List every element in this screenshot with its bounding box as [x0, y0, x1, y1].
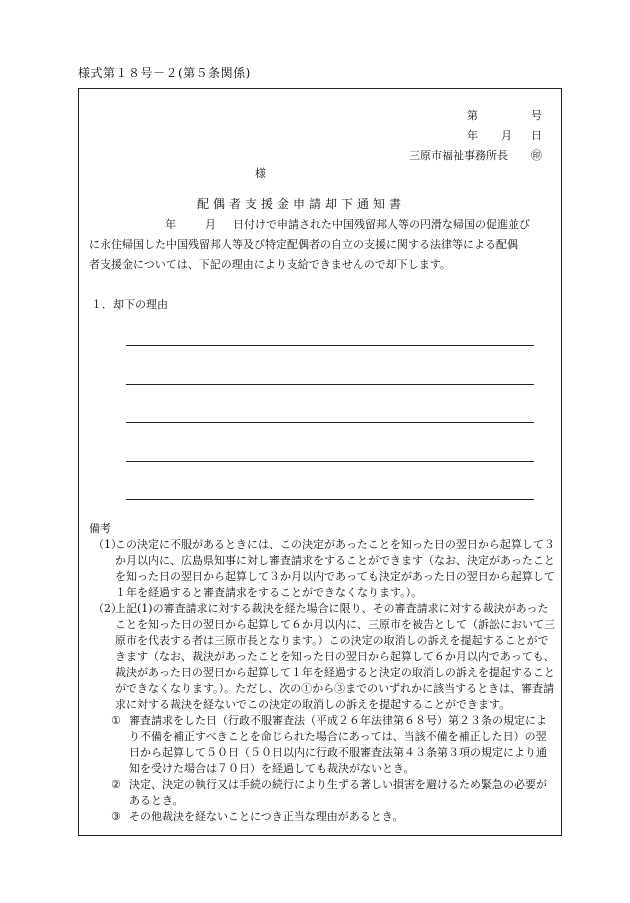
- document-title: 配偶者支援金申請却下通知書: [197, 197, 406, 211]
- reason-line-3: [126, 422, 534, 423]
- recipient-honorific: 様: [255, 167, 266, 180]
- note-item-2: [89, 601, 555, 713]
- notice-frame: [78, 88, 562, 836]
- reason-line-1: [126, 345, 534, 346]
- note-subitem-1-text: 審査請求をした日（行政不服審査法（平成２６年法律第６８号）第２３条の規定により不備を補正すべきことを命じられた場合にあっては、当該不備を補正した日）の翌日から起算して５０日（５０日以内に行政不服審査法第４３条第３項の規定により通知を受けた場合は７０日）を経過しても裁決がないとき。: [129, 714, 547, 775]
- note-item-1-text: この決定に不服があるときには、この決定があったことを知った日の翌日から起算して３か月以内に、広島県知事に対し審査請求をすることができます（なお、決定があったことを知った日の翌日から起算して３か月以内であっても決定があった日の翌日から起算して１年を経過すると審査請求をすることができなくなります。）。: [115, 538, 555, 599]
- notes-heading: 備考: [89, 522, 111, 535]
- note-item-2-number: （2）: [93, 602, 122, 615]
- body-year: 年: [165, 218, 176, 231]
- body-line-2: に永住帰国した中国残留邦人等及び特定配偶者の自立の支援に関する法律等による配偶: [89, 238, 518, 251]
- number-prefix: 第: [467, 109, 478, 122]
- note-subitem-3-number: ③: [111, 810, 121, 823]
- body-line-1: 日付けで申請された中国残留邦人等の円滑な帰国の促進並び: [233, 218, 530, 231]
- note-subitem-2-text: 決定、決定の執行又は手続の続行により生ずる著しい損害を避けるため緊急の必要があるとき。: [129, 778, 547, 807]
- note-subitem-1: [89, 713, 555, 777]
- notes-section: [89, 521, 555, 825]
- body-month: 月: [205, 218, 216, 231]
- note-subitem-3-text: その他裁決を経ないことにつき正当な理由があるとき。: [129, 810, 404, 823]
- date-year: 年: [467, 129, 478, 142]
- reason-line-4: [126, 461, 534, 462]
- reason-heading: １．却下の理由: [91, 298, 168, 311]
- reason-line-2: [126, 384, 534, 385]
- note-item-1-number: （1）: [93, 538, 122, 551]
- note-subitem-3: [89, 809, 555, 825]
- form-number-label: 様式第１８号－２(第５条関係): [78, 66, 251, 80]
- date-day: 日: [531, 129, 542, 142]
- note-subitem-2-number: ②: [111, 778, 121, 791]
- issuer-seal: ㊞: [531, 149, 542, 162]
- number-suffix: 号: [531, 109, 542, 122]
- reason-line-5: [126, 499, 534, 500]
- issuer-name: 三原市福祉事務所長: [409, 149, 508, 162]
- date-month: 月: [501, 129, 512, 142]
- note-subitem-2: [89, 777, 555, 809]
- body-line-3: 者支援金については、下記の理由により支給できませんので却下します。: [89, 258, 451, 271]
- note-subitem-1-number: ①: [111, 714, 121, 727]
- note-item-1: [89, 537, 555, 601]
- note-item-2-text: 上記(1)の審査請求に対する裁決を経た場合に限り、その審査請求に対する裁決があったことを知った日の翌日から起算して６か月以内に、三原市を被告として（訴訟において三原市を代表する者は三原市長となります。）この決定の取消しの訴えを提起することができます（なお、裁決があったことを知った日の翌日から起算して６か月以内であっても、裁決があった日の翌日から起算して１年を経過すると決定の取消しの訴えを提起することができなくなります。）。ただし、次の①から③までのいずれかに該当するときは、審査請求に対する裁決を経ないでこの決定の取消しの訴えを提起することができます。: [115, 602, 555, 711]
